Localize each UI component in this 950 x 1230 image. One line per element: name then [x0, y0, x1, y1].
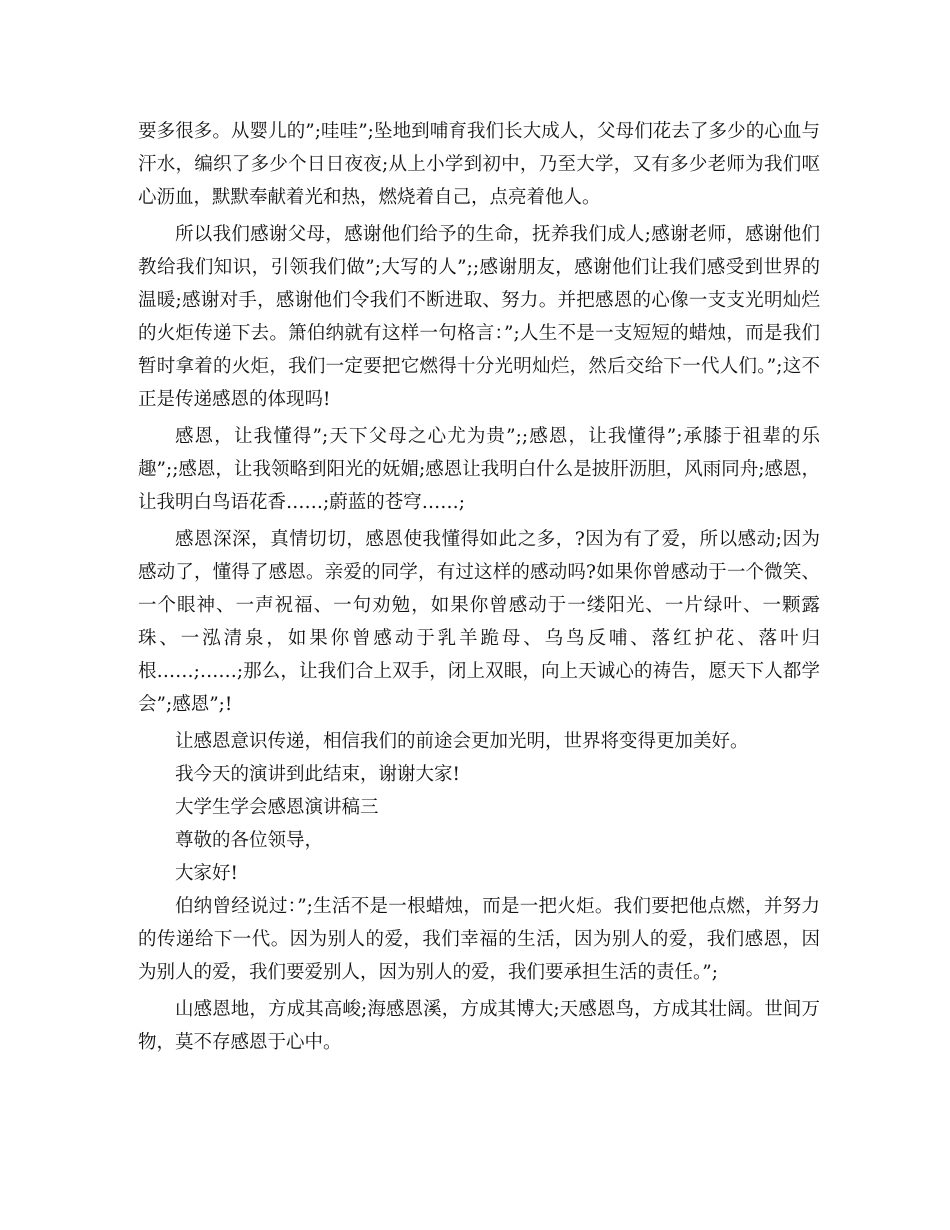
paragraph-nature: 山感恩地，方成其高峻;海感恩溪，方成其博大;天感恩鸟，方成其壮阔。世间万物，莫不存感恩于心中。	[138, 999, 820, 1053]
paragraph-quote: 伯纳曾经说过：”;生活不是一根蜡烛，而是一把火炬。我们要把他点燃，并努力的传递给下一代。因为别人的爱，我们幸福的生活，因为别人的爱，我们感恩，因为别人的爱，我们要爱别人，因为别人的爱，我们要承担生活的责任。”;	[138, 896, 820, 983]
salutation-greeting: 大家好!	[175, 863, 238, 884]
paragraph-continued-intro: 要多很多。从婴儿的”;哇哇”;坠地到哺育我们长大成人，父母们花去了多少的心血与汗水，编织了多少个日日夜夜;从上小学到初中，乃至大学，又有多少老师为我们呕心沥血，默默奉献着光和热，燃烧着自己，点亮着他人。	[138, 121, 820, 208]
salutation-leaders: 尊敬的各位领导，	[175, 830, 324, 851]
paragraph-closing: 我今天的演讲到此结束，谢谢大家!	[175, 764, 460, 785]
paragraph-gratitude-thanks: 所以我们感谢父母，感谢他们给予的生命，抚养我们成人;感谢老师，感谢他们教给我们知识，引领我们做”;大写的人”;;感谢朋友，感谢他们让我们感受到世界的温暖;感谢对手，感谢他们令我们不断进取、努力。并把感恩的心像一支支光明灿烂的火炬传递下去。箫伯纳就有这样一句格言：”;人生不是一支短短的蜡烛，而是我们暂时拿着的火炬，我们一定要把它燃得十分光明灿烂，然后交给下一代人们。”;这不正是传递感恩的体现吗!	[138, 224, 820, 410]
paragraph-gratitude-moved: 感恩深深，真情切切，感恩使我懂得如此之多，?因为有了爱，所以感动;因为感动了，懂得了感恩。亲爱的同学，有过这样的感动吗?如果你曾感动于一个微笑、一个眼神、一声祝福、一句劝勉，如果你曾感动于一缕阳光、一片绿叶、一颗露珠、一泓清泉，如果你曾感动于乳羊跪母、乌鸟反哺、落红护花、落叶归根……;……;那么，让我们合上双手，闭上双眼，向上天诚心的祷告，愿天下人都学会”;感恩”;!	[138, 529, 820, 715]
paragraph-pass-on: 让感恩意识传递，相信我们的前途会更加光明，世界将变得更加美好。	[175, 731, 749, 752]
paragraph-gratitude-understanding: 感恩，让我懂得”;天下父母之心尤为贵”;;感恩，让我懂得”;承膝于祖辈的乐趣”;;感恩，让我领略到阳光的妩媚;感恩让我明白什么是披肝沥胆，风雨同舟;感恩，让我明白鸟语花香……;蔚蓝的苍穹……;	[138, 426, 820, 513]
section-title: 大学生学会感恩演讲稿三	[175, 797, 379, 818]
